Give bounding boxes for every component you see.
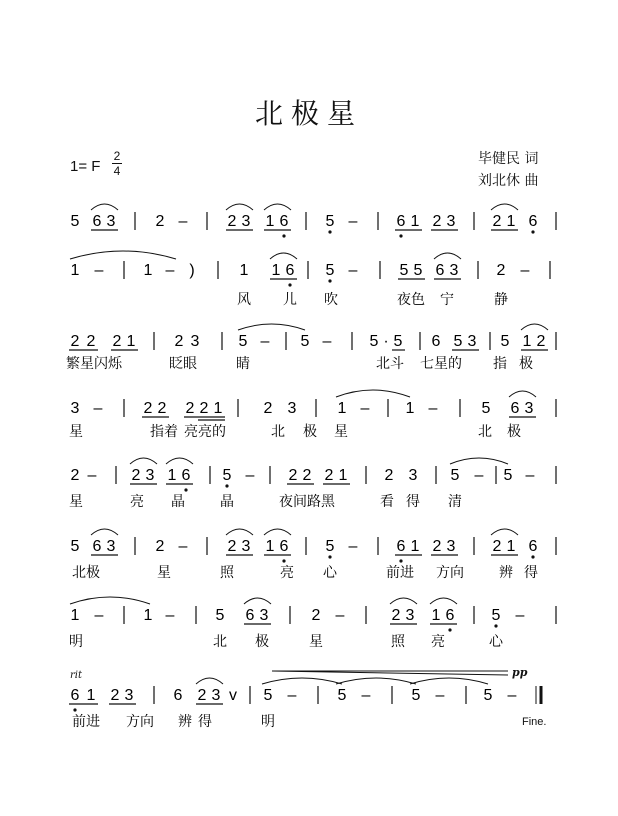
note: 5	[413, 262, 423, 279]
note: 6	[279, 213, 289, 230]
note: 2	[70, 467, 80, 484]
note: 5	[325, 538, 335, 555]
dash-extend: –	[178, 213, 188, 230]
lyric-word: 极	[255, 634, 269, 650]
note: 6	[181, 467, 191, 484]
note: 5	[503, 467, 513, 484]
note: 5	[325, 213, 335, 230]
octave-dot	[531, 555, 534, 558]
note: 5	[222, 467, 232, 484]
note: 3	[405, 607, 415, 624]
note: 5	[238, 333, 248, 350]
note: 3	[241, 213, 251, 230]
note: 1	[70, 607, 80, 624]
note: 5	[399, 262, 409, 279]
lyric-word: 得	[198, 714, 212, 730]
note: 3	[70, 400, 80, 417]
tie-arc	[430, 598, 457, 604]
note: 2	[391, 607, 401, 624]
dash-extend: –	[361, 687, 371, 704]
note: 2	[185, 400, 195, 417]
note: v	[229, 687, 237, 704]
dynamic-mark: pp	[512, 666, 528, 679]
lyric-word: 夜间路黑	[279, 494, 335, 510]
note: 1	[506, 538, 516, 555]
lyric-word: 静	[494, 292, 508, 308]
octave-dot	[328, 555, 331, 558]
dash-extend: –	[520, 262, 530, 279]
note: 2	[324, 467, 334, 484]
note: 3	[106, 538, 116, 555]
note: 2	[536, 333, 546, 350]
lyric-word: 亮亮的	[184, 424, 226, 440]
octave-dot	[282, 559, 285, 562]
dash-extend: –	[260, 333, 270, 350]
lyric-word: 指着	[150, 424, 178, 440]
note: 6	[245, 607, 255, 624]
note: 6	[445, 607, 455, 624]
dash-extend: –	[474, 467, 484, 484]
note: 1	[265, 538, 275, 555]
note: 2	[110, 687, 120, 704]
note: 1	[143, 607, 153, 624]
note: 1	[506, 213, 516, 230]
lyric-word: 方向	[126, 714, 154, 730]
note: 1	[405, 400, 415, 417]
note: 6	[92, 538, 102, 555]
dash-extend: –	[428, 400, 438, 417]
lyric-word: 得	[406, 494, 420, 510]
dash-extend: –	[348, 213, 358, 230]
lyric-word: 方向	[436, 565, 464, 581]
note: 6	[510, 400, 520, 417]
note: 5	[453, 333, 463, 350]
note: 2	[227, 538, 237, 555]
note: 3	[446, 213, 456, 230]
octave-dot	[399, 234, 402, 237]
note: 2	[155, 213, 165, 230]
tie-arc	[450, 458, 508, 464]
lyric-word: 宁	[440, 292, 454, 308]
note: 2	[174, 333, 184, 350]
dash-extend: –	[94, 607, 104, 624]
lyric-word: 亮	[280, 565, 294, 581]
lyric-word: 北斗	[376, 356, 404, 372]
song-title: 北极星	[254, 97, 363, 130]
note: 5	[337, 687, 347, 704]
tie-arc	[262, 678, 342, 684]
note: 2	[155, 538, 165, 555]
tie-arc	[434, 253, 461, 259]
slur-arc	[91, 204, 118, 210]
lyric-word: 辨	[499, 565, 513, 581]
tie-arc	[238, 324, 305, 330]
slur-arc	[264, 529, 291, 535]
note: 2	[288, 467, 298, 484]
octave-dot	[282, 234, 285, 237]
note: 1	[126, 333, 136, 350]
lyric-word: 照	[391, 634, 405, 650]
note: 3	[449, 262, 459, 279]
dash-extend: –	[348, 538, 358, 555]
note: 6	[435, 262, 445, 279]
lyric-word: 星	[69, 494, 83, 510]
slur-arc	[244, 598, 271, 604]
lyric-word: 清	[448, 494, 462, 510]
note: 3	[467, 333, 477, 350]
note: 2	[143, 400, 153, 417]
lyric-word: 睛	[236, 356, 250, 372]
slur-arc	[166, 458, 193, 464]
dash-extend: –	[515, 607, 525, 624]
octave-dot	[288, 283, 291, 286]
octave-dot	[328, 230, 331, 233]
lyric-word: 儿	[283, 292, 297, 308]
dash-extend: –	[507, 687, 517, 704]
lyric-word: 眨眼	[169, 356, 197, 372]
note: 5	[215, 607, 225, 624]
note: 1	[338, 467, 348, 484]
diminuendo-hairpin	[272, 671, 508, 675]
note: 1	[143, 262, 153, 279]
note: 5	[411, 687, 421, 704]
lyric-word: 星	[334, 424, 348, 440]
tie-arc	[336, 678, 416, 684]
lyric-word: 星	[309, 634, 323, 650]
lyric-word: 北	[271, 424, 285, 440]
note: 1	[213, 400, 223, 417]
note: 2	[112, 333, 122, 350]
note: 6	[70, 687, 80, 704]
note: 3	[259, 607, 269, 624]
note: 6	[285, 262, 295, 279]
note: 2	[131, 467, 141, 484]
slur-arc	[196, 678, 223, 684]
tie-arc	[336, 390, 410, 397]
note: 2	[227, 213, 237, 230]
time-signature-bottom: 4	[113, 164, 121, 178]
note: 3	[190, 333, 200, 350]
octave-dot	[328, 279, 331, 282]
composer-credit: 刘北休 曲	[478, 173, 539, 189]
slur-arc	[264, 204, 291, 210]
octave-dot	[494, 624, 497, 627]
octave-dot	[225, 484, 228, 487]
dash-extend: –	[94, 262, 104, 279]
note: 2	[432, 213, 442, 230]
lyric-word: 星	[69, 424, 83, 440]
note: 5	[70, 213, 80, 230]
lyric-word: 极	[303, 424, 317, 440]
note: 3	[524, 400, 534, 417]
note: 3	[145, 467, 155, 484]
lyric-word: 前进	[72, 714, 100, 730]
note: 2	[311, 607, 321, 624]
note: 5	[263, 687, 273, 704]
note: 6	[528, 538, 538, 555]
tie-arc	[226, 529, 253, 535]
note: 5	[369, 333, 379, 350]
lyric-word: 亮	[431, 634, 445, 650]
dash-extend: –	[93, 400, 103, 417]
lyric-word: 七星的	[420, 356, 462, 372]
lyric-word: 看	[380, 494, 394, 510]
fine-mark: Fine.	[522, 716, 547, 728]
dash-extend: –	[178, 538, 188, 555]
dash-extend: –	[287, 687, 297, 704]
lyric-word: 极	[507, 424, 521, 440]
note: 1	[86, 687, 96, 704]
note: 1	[431, 607, 441, 624]
note: 5	[483, 687, 493, 704]
note: ·	[383, 333, 389, 350]
lyric-word: 吹	[324, 292, 338, 308]
note: 1	[410, 213, 420, 230]
lyric-word: 繁星闪烁	[66, 356, 122, 372]
note: 5	[393, 333, 403, 350]
octave-dot	[448, 628, 451, 631]
lyric-word: 北极	[72, 565, 100, 581]
tie-arc	[491, 204, 518, 210]
note: 1	[265, 213, 275, 230]
note: 2	[492, 538, 502, 555]
note: 5	[325, 262, 335, 279]
lyric-word: 亮	[130, 494, 144, 510]
slur-arc	[270, 253, 297, 259]
tie-arc	[390, 598, 417, 604]
note: 2	[86, 333, 96, 350]
dash-extend: –	[165, 607, 175, 624]
note: 6	[431, 333, 441, 350]
octave-dot	[399, 559, 402, 562]
key-signature: 1= F	[70, 158, 101, 175]
lyric-word: 北	[213, 634, 227, 650]
octave-dot	[531, 230, 534, 233]
note: 5	[500, 333, 510, 350]
dash-extend: –	[335, 607, 345, 624]
dash-extend: –	[245, 467, 255, 484]
lyric-word: 照	[220, 565, 234, 581]
note: 1	[70, 262, 80, 279]
lyric-word: 得	[524, 565, 538, 581]
slur-arc	[509, 391, 536, 397]
dash-extend: –	[165, 262, 175, 279]
note: 2	[496, 262, 506, 279]
note: 3	[446, 538, 456, 555]
note: 3	[211, 687, 221, 704]
lyric-word: 晶	[220, 494, 234, 510]
slur-arc	[91, 529, 118, 535]
note: 6	[396, 538, 406, 555]
phrase-arc	[70, 597, 150, 604]
note: 6	[173, 687, 183, 704]
lyric-word: 心	[489, 634, 503, 650]
note: 1	[167, 467, 177, 484]
phrase-arc	[70, 251, 176, 259]
note: 2	[70, 333, 80, 350]
slur-arc	[521, 324, 548, 330]
tie-arc	[226, 204, 253, 210]
lyric-word: 风	[237, 292, 251, 308]
note: 3	[408, 467, 418, 484]
lyric-word: 明	[69, 634, 83, 650]
note: 5	[481, 400, 491, 417]
note: 2	[199, 400, 209, 417]
lyricist-credit: 毕健民 词	[478, 151, 539, 167]
dash-extend: –	[525, 467, 535, 484]
note: 6	[92, 213, 102, 230]
note: 3	[106, 213, 116, 230]
note: 1	[239, 262, 249, 279]
tie-arc	[491, 529, 518, 535]
note: 5	[70, 538, 80, 555]
note: 2	[432, 538, 442, 555]
lyric-word: 北	[478, 424, 492, 440]
dash-extend: –	[87, 467, 97, 484]
octave-dot	[73, 708, 76, 711]
note: 1	[522, 333, 532, 350]
note: 2	[384, 467, 394, 484]
note: 5	[300, 333, 310, 350]
lyric-word: 极	[519, 356, 533, 372]
lyric-word: 夜色	[397, 292, 425, 308]
dash-extend: –	[322, 333, 332, 350]
tie-arc	[410, 678, 488, 684]
lyric-word: 星	[157, 565, 171, 581]
note: )	[189, 262, 195, 279]
tempo-mark: rit	[70, 670, 82, 681]
note: 3	[241, 538, 251, 555]
lyric-word: 明	[261, 714, 275, 730]
lyric-word: 前进	[386, 565, 414, 581]
note: 2	[492, 213, 502, 230]
note: 6	[279, 538, 289, 555]
time-signature-top: 2	[113, 149, 121, 163]
note: 1	[410, 538, 420, 555]
note: 2	[197, 687, 207, 704]
lyric-word: 晶	[171, 494, 185, 510]
note: 1	[271, 262, 281, 279]
lyric-word: 辨	[178, 714, 192, 730]
slur-arc	[130, 458, 157, 464]
note: 5	[491, 607, 501, 624]
note: 1	[337, 400, 347, 417]
note: 2	[302, 467, 312, 484]
lyric-word: 指	[493, 356, 507, 372]
note: 6	[396, 213, 406, 230]
note: 3	[287, 400, 297, 417]
note: 5	[450, 467, 460, 484]
dash-extend: –	[435, 687, 445, 704]
dash-extend: –	[360, 400, 370, 417]
octave-dot	[184, 488, 187, 491]
lyric-word: 心	[323, 565, 337, 581]
dash-extend: –	[348, 262, 358, 279]
note: 3	[124, 687, 134, 704]
note: 2	[157, 400, 167, 417]
note: 6	[528, 213, 538, 230]
note: 2	[263, 400, 273, 417]
